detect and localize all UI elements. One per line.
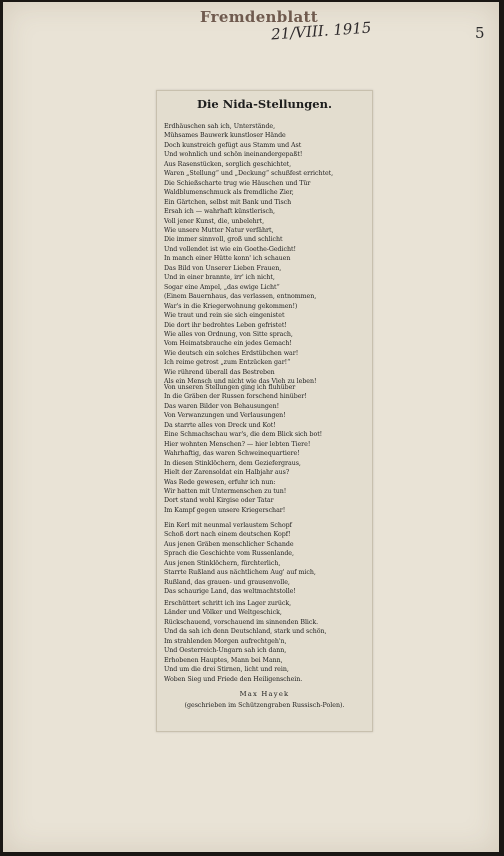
poem-line: Das waren Bilder von Behausungen! — [164, 402, 280, 410]
poem-line: Vom Heimatsbrauche ein jedes Gemach! — [164, 340, 292, 348]
poem-line: Wahrhaftig, das waren Schweinequartiere! — [164, 450, 300, 458]
poem-line: Wie traut und rein sie sich eingenistet — [164, 312, 285, 320]
poem-line: Und um die drei Stirnen, licht und rein, — [164, 666, 289, 674]
poem-line: Die dort ihr bedrohtes Leben gefristet! — [164, 321, 287, 329]
poem-line: Hielt der Zarensoldat ein Halbjahr aus? — [164, 469, 290, 477]
poem-line: Waren „Stellung“ und „Deckung“ schußfest errichtet, — [164, 170, 334, 178]
poem-line: Erdhäuschen sah ich, Unterstände, — [164, 123, 276, 130]
poem-line: Ersah ich — wahrhaft künstlerisch, — [164, 208, 275, 216]
poem-line: Und vollendet ist wie ein Goethe-Gedicht! — [164, 245, 296, 253]
poem-line: Erhobenen Hauptes, Mann bei Mann, — [164, 656, 283, 664]
poem-line: Sogar eine Ampel, „das ewige Licht“ — [164, 283, 280, 291]
poem-line: Waldblumenschmuck als fremdliche Zier, — [164, 189, 294, 197]
poem-line: Ein Kerl mit neunmal verlaustem Schopf — [164, 522, 292, 529]
stanza-4 — [164, 599, 369, 684]
poem-line: Im strahlenden Morgen aufrechtgeh'n, — [164, 637, 287, 645]
poem-note: (geschrieben im Schützengraben Russisch-Polen). — [184, 702, 345, 709]
poem-line: Da starrte alles von Dreck und Kot! — [164, 421, 276, 429]
poem-line: Dort stand wohl Kirgise oder Tatar — [164, 497, 274, 505]
poem-line: Und da sah ich denn Deutschland, stark und schön, — [164, 628, 327, 636]
poem-line: Die Schießscharte trug wie Häuschen und Tür — [164, 179, 311, 187]
poem-line: Wir hatten mit Untermenschen zu tun! — [164, 487, 287, 495]
stanza-2 — [164, 383, 369, 515]
poem-line: Von Verwanzungen und Verlausungen! — [164, 412, 286, 420]
poem-author: Max Hayek — [239, 690, 290, 698]
poem-line: Das Bild von Unserer Lieben Frauen, — [164, 264, 282, 272]
poem-line: Eine Schmachschau war's, die dem Blick sich bot! — [164, 431, 323, 439]
poem-line: Woben Sieg und Friede den Heiligenschein. — [164, 675, 303, 683]
poem-line: Aus jenen Stinklöchern, fürchterlich, — [164, 559, 281, 567]
poem-line: Sprach die Geschichte vom Russenlande, — [164, 550, 294, 558]
poem-line: War's in die Kriegerwohnung gekommen!) — [164, 302, 298, 310]
handwritten-date: 21/VIII. 1915 — [270, 18, 372, 44]
poem-line: Und in einer brannte, irr' ich nicht, — [164, 274, 275, 282]
poem-line: Mühsames Bauwerk kunstloser Hände — [164, 132, 286, 140]
poem-line: Und Oesterreich-Ungarn sah ich dann, — [164, 647, 287, 655]
poem-line: Von unseren Stellungen ging ich fluhüber — [164, 384, 296, 391]
poem-line: Im Kampf gegen unsere Kriegerschar! — [164, 506, 286, 514]
poem-line: Die immer sinnvoll, groß und schlicht — [164, 236, 283, 244]
poem-line: Ein Gärtchen, selbst mit Bank und Tisch — [164, 198, 292, 206]
poem-line: Aus Rasenstücken, sorglich geschichtet, — [164, 160, 292, 168]
poem-line: (Einem Bauernhaus, das verlassen, entnommen, — [164, 293, 317, 301]
poem-line: Schoß dort nach einem deutschen Kopf! — [164, 531, 291, 539]
poem-line: Wie alles von Ordnung, von Sitte sprach, — [164, 330, 293, 338]
archive-sheet — [3, 2, 499, 852]
poem-line: Hier wohnten Menschen? — hier lebten Tiere! — [164, 440, 311, 448]
poem-line: Wie rührend überall das Bestreben — [164, 368, 275, 376]
poem-line: Länder und Völker und Weltgeschick, — [164, 609, 282, 617]
poem-line: Ich reime getrost „zum Entzücken gar!“ — [164, 359, 291, 367]
poem-line: Rückschauend, vorschauend im sinnenden Blick. — [164, 618, 319, 626]
poem-line: Starrte Rußland aus nächtlichem Aug' auf mich, — [164, 569, 316, 577]
poem-line: Wie deutsch ein solches Erdstübchen war! — [164, 349, 299, 357]
page-number: 5 — [475, 24, 485, 42]
newspaper-clipping — [156, 90, 373, 732]
poem-title: Die Nida-Stellungen. — [197, 97, 332, 111]
poem-line: Voll jener Kunst, die, unbelehrt, — [164, 217, 265, 225]
poem-line: In die Gräben der Russen forschend hinüber! — [164, 393, 307, 401]
stanza-1 — [164, 122, 369, 387]
poem-line: Erschüttert schritt ich ins Lager zurück, — [164, 600, 292, 607]
newspaper-stamp: Fremdenblatt — [200, 8, 319, 26]
poem-line: Das schaurige Land, das weltmachtstolle! — [164, 588, 296, 596]
poem-line: Was Rede gewesen, erfuhr ich nun: — [164, 478, 276, 486]
poem-line: In manch einer Hütte konn' ich schauen — [164, 255, 291, 263]
poem-line: Und wohnlich und schön ineinandergepaßt! — [164, 151, 303, 159]
stanza-3 — [164, 521, 369, 597]
poem-line: Doch kunstreich gefügt aus Stamm und Ast — [164, 141, 302, 149]
poem-line: Wie unsere Mutter Natur verfährt, — [164, 226, 274, 234]
poem-line: Als ein Mensch und nicht wie das Vieh zu leben! — [164, 378, 317, 386]
poem-line: Aus jenen Gräben menschlicher Schande — [164, 540, 294, 548]
poem-line: Rußland, das grauen- und grausenvolle, — [164, 578, 290, 586]
poem-line: In diesen Stinklöchern, dem Geziefergraus, — [164, 459, 301, 467]
